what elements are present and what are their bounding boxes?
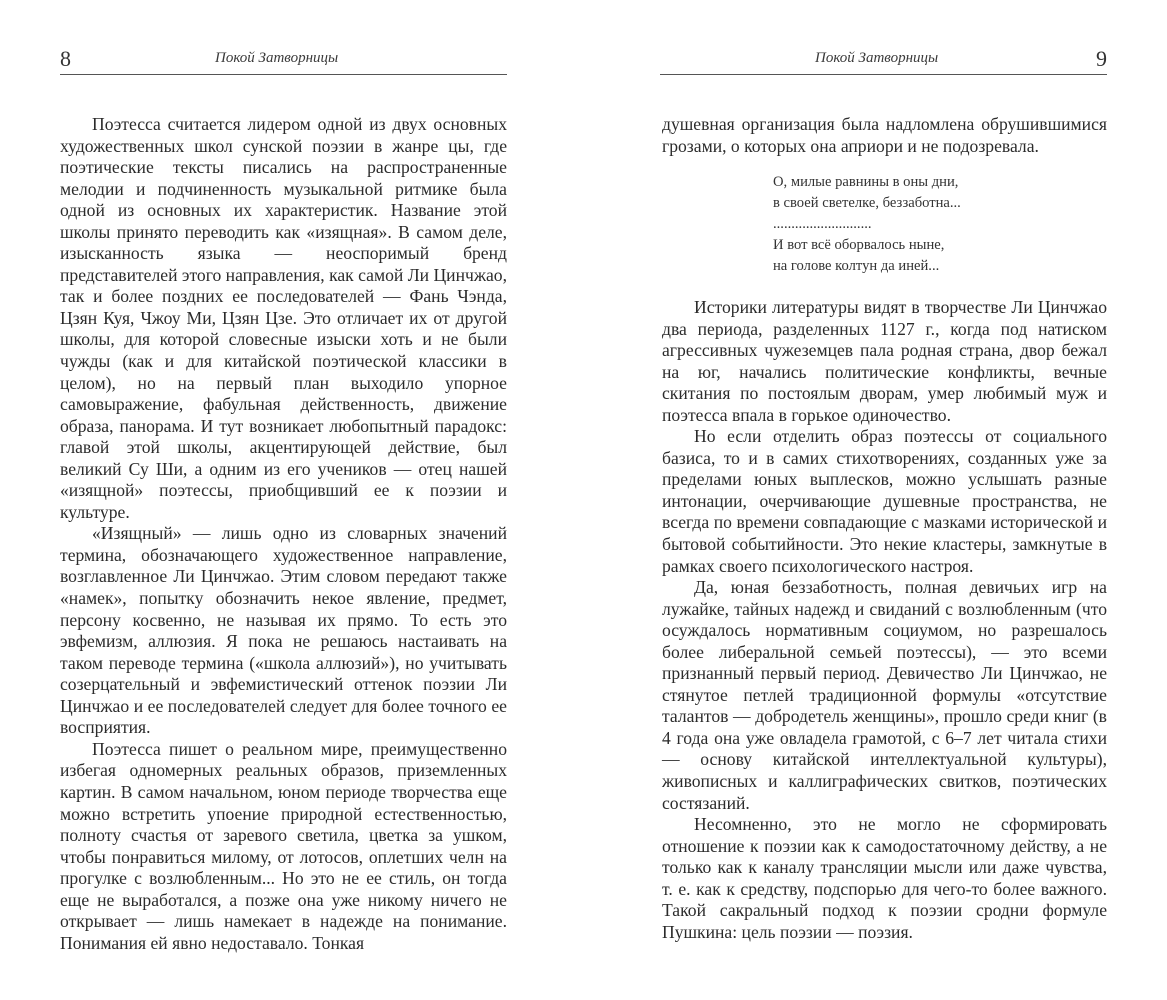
running-title-left: Покой Затворницы [215, 50, 339, 66]
paragraph: Поэтесса пишет о реальном мире, преимущественно избегая одномерных реальных образов, приземленных картин. В самом начальном, юном периоде творчества еще можно встретить упоение природной естественностью, полноту счастья от заревого светила, цветка за ушком, чтобы понравиться милому, от лотосов, оплетших челн на прогулке с возлюбленным... Но это не ее стиль, он тогда еще не выработался, а позже она уже никому ничего не открывает — лишь намекает в надежде на понимание. Понимания ей явно недоставало. Тонкая [60, 738, 507, 953]
paragraph: Поэтесса считается лидером одной из двух основных художественных школ сунской поэзии в жанре цы, где поэтические тексты писались на распространенные мелодии и подчиненность музыкальной ритмике была одной из основных их характеристик. Название этой школы принято переводить как «изящная». В самом деле, изысканность языка — неоспоримый бренд представителей этого направления, как самой Ли Цинчжао, так и более поздних ее последователей — Фань Чэнда, Цзян Куя, Чжоу Ми, Цзян Цзе. Это отличает их от другой школы, для которой словесные изыски хоть и не были чужды (как и для китайской поэтической классики в целом), но на первый план выходило упорное самовыражение, фабульная действенность, движение образа, панорама. И тут возникает любопытный парадокс: главой этой школы, акцентирующей действие, был великий Су Ши, а одним из его учеников — отец нашей «изящной» поэтессы, приобщивший ее к поэзии и культуре. [60, 114, 507, 522]
right-page-header [660, 44, 1107, 75]
paragraph: Историки литературы видят в творчестве Ли Цинчжао два периода, разделенных 1127 г., когда под натиском агрессивных чужеземцев пала родная страна, двор бежал на юг, начались политические конфликты, вечные скитания по постоялым дворам, умер любимый муж и поэтесса впала в горькое одиночество. [662, 297, 1107, 425]
poem-line: в своей светелке, беззаботна... [773, 195, 961, 211]
paragraph: Несомненно, это не могло не сформировать отношение к поэзии как к самодостаточному действу, а не только как к каналу трансляции мысли или даже чувства, т. е. как к средству, подспорью для чего-то более важного. Такой сакральный подход к поэзии сродни формуле Пушкина: цель поэзии — поэзия. [662, 814, 1107, 942]
paragraph: Да, юная беззаботность, полная девичьих игр на лужайке, тайных надежд и свиданий с возлюбленным (что осуждалось нормативным социумом, но разрешалось более либеральной семьей поэтессы), — это всеми признанный первый период. Девичество Ли Цинчжао, не стянутое петлей традиционной формулы «отсутствие талантов — добродетель женщины», прошло среди книг (в 4 года она уже овладела грамотой, с 6–7 лет читала стихи — основу китайской интеллектуальной культуры), живописных и каллиграфических свитков, поэтических состязаний. [662, 577, 1107, 813]
paragraph-continuation: душевная организация была надломлена обрушившимися грозами, о которых она априори и не подозревала. [662, 114, 1107, 156]
running-title-right: Покой Затворницы [815, 50, 939, 66]
poem-line: на голове колтун да иней... [773, 258, 940, 274]
right-page-body [662, 297, 1107, 943]
paragraph: «Изящный» — лишь одно из словарных значений термина, обозначающего художественное направление, возглавленное Ли Цинчжао. Этим словом передают также «намек», попытку обозначить некое явление, предмет, персону косвенно, не называя их прямо. То есть это эвфемизм, аллюзия. Я пока не решаюсь настаивать на таком переводе термина («школа аллюзий»), но учитывать созерцательный и эвфемистический оттенок поэзии Ли Цинчжао и ее последователей следует для более точного ее восприятия. [60, 523, 507, 738]
paragraph: Но если отделить образ поэтессы от социального базиса, то и в самих стихотворениях, созданных уже за пределами юных выплесков, можно услышать разные интонации, очерчивающие душевные пространства, не всегда по времени совпадающие с мазками исторической и бытовой событийности. Это некие кластеры, замкнутые в рамках своего психологического настроя. [662, 426, 1107, 576]
poem-line: И вот всё оборвалось ныне, [773, 237, 945, 253]
right-page-continuation [662, 114, 1107, 157]
page-number-left: 8 [60, 46, 71, 71]
page-number-right: 9 [1096, 46, 1107, 71]
poem-quote [773, 172, 961, 277]
poem-ellipsis-line: ........................... [773, 216, 872, 232]
poem-line: О, милые равнины в оны дни, [773, 174, 959, 190]
